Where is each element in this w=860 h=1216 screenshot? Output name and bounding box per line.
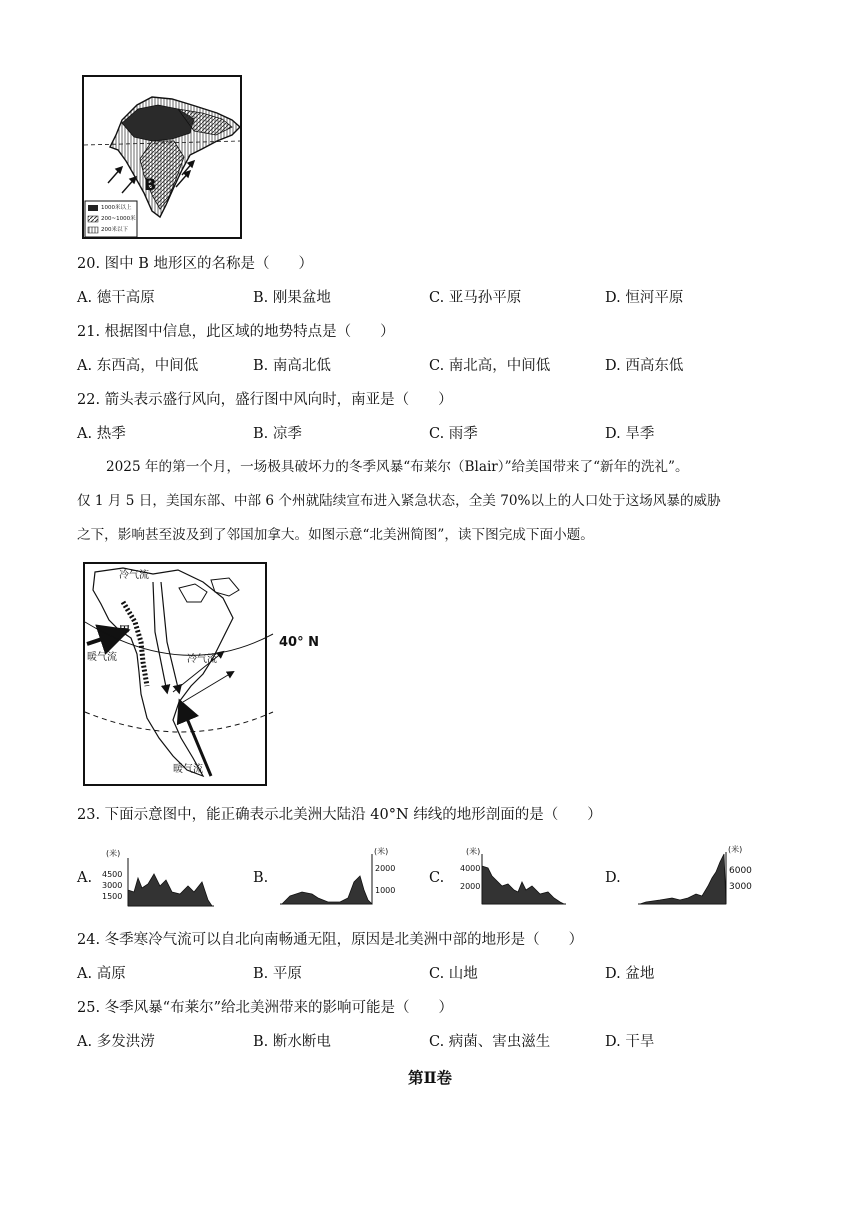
profile-d xyxy=(636,844,766,910)
q23-option-c[interactable]: C. xyxy=(429,870,445,886)
q24-option-d[interactable]: D. 盆地 xyxy=(605,966,655,982)
section-heading: 第Ⅱ卷 xyxy=(407,1068,453,1087)
q22-option-b[interactable]: B. 凉季 xyxy=(253,426,302,442)
passage-line-2: 仅 1 月 5 日，美国东部、中部 6 个州就陆续宣布进入紧急状态，全美 70%以上的人口处于这场风暴的威胁 xyxy=(77,493,721,509)
south-asia-map xyxy=(82,75,242,239)
profile-c-unit: (米) xyxy=(466,847,481,856)
map2-cold-flow-top: 冷气流 xyxy=(119,570,149,581)
q20-option-c[interactable]: C. 亚马孙平原 xyxy=(429,290,522,306)
q25-option-d[interactable]: D. 干旱 xyxy=(605,1034,655,1050)
question-23-stem: 23. 下面示意图中，能正确表示北美洲大陆沿 40°N 纬线的地形剖面的是（ ） xyxy=(77,807,602,823)
profile-d-tick-2: 3000 xyxy=(729,882,752,892)
question-24-stem: 24. 冬季寒冷气流可以自北向南畅通无阻，原因是北美洲中部的地形是（ ） xyxy=(77,932,584,948)
question-21-stem: 21. 根据图中信息，此区域的地势特点是（ ） xyxy=(77,324,395,340)
q22-option-d[interactable]: D. 旱季 xyxy=(605,426,655,442)
profile-b-tick-2: 1000 xyxy=(375,886,396,895)
q21-option-c[interactable]: C. 南北高，中间低 xyxy=(429,358,551,374)
q22-option-c[interactable]: C. 雨季 xyxy=(429,426,478,442)
question-25-stem: 25. 冬季风暴“布莱尔”给北美洲带来的影响可能是（ ） xyxy=(77,1000,453,1016)
q21-option-d[interactable]: D. 西高东低 xyxy=(605,358,684,374)
map2-cold-flow-mid: 冷气流 xyxy=(187,654,217,665)
q20-option-d[interactable]: D. 恒河平原 xyxy=(605,290,684,306)
profile-b-unit: (米) xyxy=(374,847,389,856)
north-america-map xyxy=(83,562,333,788)
map2-warm-flow-left: 暖气流 xyxy=(87,652,117,663)
question-22-stem: 22. 箭头表示盛行风向，盛行图中风向时，南亚是（ ） xyxy=(77,392,453,408)
profile-b xyxy=(278,846,398,910)
profile-c-tick-1: 4000 xyxy=(460,864,481,873)
map1-legend-3: 200米以下 xyxy=(101,227,128,233)
q23-option-b[interactable]: B. xyxy=(253,870,269,886)
map2-lat: 40° N xyxy=(279,635,319,650)
profile-a-tick-2: 3000 xyxy=(102,881,123,890)
q21-option-a[interactable]: A. 东西高，中间低 xyxy=(77,358,199,374)
q25-option-c[interactable]: C. 病菌、害虫滋生 xyxy=(429,1034,551,1050)
map1-legend-1: 1000米以上 xyxy=(101,205,132,211)
profile-c xyxy=(460,846,570,910)
q24-option-b[interactable]: B. 平原 xyxy=(253,966,302,982)
profile-d-tick-1: 6000 xyxy=(729,866,752,876)
q25-option-a[interactable]: A. 多发洪涝 xyxy=(77,1034,155,1050)
profile-b-tick-1: 2000 xyxy=(375,864,396,873)
q23-option-a[interactable]: A. xyxy=(77,870,93,886)
profile-a-tick-3: 1500 xyxy=(102,892,123,901)
passage xyxy=(77,450,782,552)
q24-option-a[interactable]: A. 高原 xyxy=(77,966,126,982)
north-america-map-drawing xyxy=(83,562,333,788)
passage-line-1: 2025 年的第一个月，一场极具破坏力的冬季风暴“布莱尔（Blair）”给美国带来了“新年的洗礼”。 xyxy=(106,459,689,475)
map1-label-b: B xyxy=(144,175,157,194)
question-20-stem: 20. 图中 B 地形区的名称是（ ） xyxy=(77,256,314,272)
map2-jia: 甲 xyxy=(119,624,130,637)
q21-option-b[interactable]: B. 南高北低 xyxy=(253,358,331,374)
q20-option-b[interactable]: B. 刚果盆地 xyxy=(253,290,331,306)
q25-option-b[interactable]: B. 断水断电 xyxy=(253,1034,331,1050)
map2-warm-flow-bottom: 暖气流 xyxy=(173,764,203,775)
profile-c-tick-2: 2000 xyxy=(460,882,481,891)
profile-a-unit: (米) xyxy=(106,849,121,858)
q24-option-c[interactable]: C. 山地 xyxy=(429,966,478,982)
profile-a xyxy=(102,848,217,910)
q20-option-a[interactable]: A. 德干高原 xyxy=(77,290,155,306)
map1-legend-2: 200~1000米 xyxy=(101,216,136,222)
q23-option-d[interactable]: D. xyxy=(605,870,621,886)
q22-option-a[interactable]: A. 热季 xyxy=(77,426,126,442)
profile-d-unit: (米) xyxy=(728,845,743,854)
profile-a-tick-1: 4500 xyxy=(102,870,123,879)
passage-line-3: 之下，影响甚至波及到了邻国加拿大。如图示意“北美洲简图”，读下图完成下面小题。 xyxy=(77,527,594,543)
